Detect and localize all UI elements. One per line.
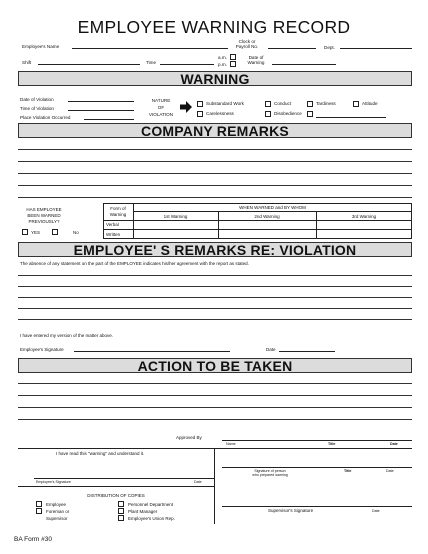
action-line[interactable] (18, 383, 412, 384)
employee-date-field[interactable] (279, 351, 335, 352)
company-remarks-heading: COMPANY REMARKS (18, 123, 412, 138)
other-checkbox[interactable] (307, 111, 313, 117)
approved-date-label: Date (390, 442, 398, 446)
supervisor-signature-label: Supervisor's Signature (268, 508, 314, 513)
time-of-violation-label: Time of Violation (20, 106, 54, 111)
no-label: No (73, 230, 79, 235)
preparer-signature-label-1: Signature of person (254, 469, 286, 473)
action-line[interactable] (18, 419, 412, 420)
clock-payroll-label-2: Payroll No. (235, 44, 259, 49)
first-warning-header: 1st Warning (163, 214, 188, 219)
place-violation-label: Place Violation Occurred (20, 115, 71, 120)
distribution-heading: DISTRIBUTION OF COPIES (87, 493, 145, 498)
employee-signature-label: Employee's Signature (20, 347, 64, 352)
employee-name-label: Employee's Name (22, 44, 60, 49)
date-of-violation-label: Date of Violation (20, 97, 54, 102)
action-line[interactable] (18, 395, 412, 396)
ack-employee-signature-label: Employee's Signature (36, 480, 71, 484)
pm-label: p.m. (218, 62, 227, 67)
substandard-work-checkbox[interactable] (197, 101, 203, 107)
copy-personnel-checkbox[interactable] (118, 501, 124, 507)
disobedience-label: Disobedience (274, 111, 302, 116)
form-of-warning-label-2: Warning (109, 212, 127, 217)
employee-remarks-notice: The absence of any statement on the part of the EMPLOYEE indicates his/her agreement with the report as stated. (20, 261, 249, 266)
ack-employee-signature-field[interactable] (34, 478, 214, 479)
copy-personnel-label: Personnel Department (128, 502, 174, 507)
employee-remarks-line[interactable] (18, 286, 412, 287)
place-violation-field[interactable] (84, 119, 134, 120)
date-of-warning-field[interactable] (272, 64, 336, 65)
shift-label: Shift (22, 60, 32, 65)
date-of-warning-label-2: Warning (247, 60, 265, 65)
third-warning-header: 3rd Warning (351, 214, 377, 219)
employee-date-label: Date (266, 347, 276, 352)
company-remarks-line[interactable] (18, 161, 412, 162)
shift-field[interactable] (38, 64, 140, 65)
has-employee-label-2: BEEN WARNED (27, 213, 61, 218)
supervisor-signature-field[interactable] (222, 506, 412, 507)
dept-label: Dept. (324, 45, 335, 50)
date-of-violation-field[interactable] (68, 101, 134, 102)
am-checkbox[interactable] (230, 54, 236, 60)
carelessness-checkbox[interactable] (197, 111, 203, 117)
conduct-checkbox[interactable] (265, 101, 271, 107)
conduct-label: Conduct (274, 101, 292, 106)
employee-name-field[interactable] (72, 48, 228, 49)
copy-plant-manager-label: Plant Manager (128, 509, 158, 514)
written-label: Written (106, 232, 121, 237)
employee-remarks-heading: EMPLOYEE' S REMARKS RE: VIOLATION (18, 242, 412, 257)
time-field[interactable] (160, 64, 214, 65)
preparer-date-label: Date (386, 469, 394, 473)
entered-version-text: I have entered my version of the matter above. (20, 333, 114, 338)
approved-by-label: Approved By (176, 435, 202, 440)
company-remarks-line[interactable] (18, 149, 412, 150)
second-warning-header: 2nd Warning (254, 214, 280, 219)
yes-label: YES (31, 230, 41, 235)
date-of-warning-label-1: Date of (248, 55, 264, 60)
has-employee-label-1: HAS EMPLOYEE (26, 207, 62, 212)
copy-plant-manager-checkbox[interactable] (118, 508, 124, 514)
attitude-checkbox[interactable] (353, 101, 359, 107)
action-heading: ACTION TO BE TAKEN (18, 358, 412, 373)
company-remarks-line[interactable] (18, 173, 412, 174)
copy-foreman-label-2: Supervisor (46, 516, 68, 521)
approved-title-label: Title (328, 442, 336, 446)
company-remarks-line[interactable] (18, 197, 412, 198)
am-label: a.m. (218, 55, 227, 60)
employee-remarks-line[interactable] (18, 297, 412, 298)
payroll-number-field[interactable] (268, 48, 316, 49)
dept-field[interactable] (340, 48, 412, 49)
employee-remarks-line[interactable] (18, 275, 412, 276)
company-remarks-line[interactable] (18, 185, 412, 186)
action-line[interactable] (18, 407, 412, 408)
form-of-warning-label-1: Form of (110, 206, 126, 211)
read-statement: I have read this "warning" and understand it. (56, 451, 145, 456)
yes-checkbox[interactable] (22, 229, 28, 235)
approved-name-label: Name (226, 442, 236, 446)
supervisor-date-label: Date (372, 509, 380, 513)
tardiness-checkbox[interactable] (307, 101, 313, 107)
copy-foreman-checkbox[interactable] (36, 508, 42, 514)
disobedience-checkbox[interactable] (265, 111, 271, 117)
when-warned-header: WHEN WARNED and BY WHOM (239, 205, 306, 210)
nature-label-3: VIOLATION (148, 112, 174, 117)
has-employee-label-3: PREVIOUSLY? (28, 219, 60, 224)
other-violation-field[interactable] (316, 117, 386, 118)
time-label: Time (146, 60, 157, 65)
approved-by-field[interactable] (222, 440, 412, 441)
page-title: EMPLOYEE WARNING RECORD (77, 17, 351, 37)
carelessness-label: Carelessness (206, 111, 234, 116)
tardiness-label: Tardiness (316, 101, 336, 106)
copy-union-rep-checkbox[interactable] (118, 515, 124, 521)
preparer-title-label: Title (344, 469, 352, 473)
pm-checkbox[interactable] (230, 61, 236, 67)
verbal-label: Verbal (106, 222, 119, 227)
time-of-violation-field[interactable] (68, 110, 134, 111)
copy-union-rep-label: Employee's Union Rep. (128, 516, 175, 521)
substandard-work-label: Substandard Work (206, 101, 244, 106)
copy-foreman-label-1: Foreman or (46, 509, 70, 514)
warning-heading: WARNING (18, 71, 412, 86)
employee-remarks-line[interactable] (18, 319, 412, 320)
form-id: BA Form #30 (14, 536, 52, 543)
attitude-label: Attitude (362, 101, 378, 106)
nature-label-2: OF (157, 105, 165, 110)
copy-employee-label: Employee (46, 502, 67, 507)
arrow-right-icon (180, 101, 192, 113)
employee-remarks-line[interactable] (18, 308, 412, 309)
preparer-signature-field[interactable] (222, 467, 412, 468)
copy-employee-checkbox[interactable] (36, 501, 42, 507)
ack-employee-date-label: Date (194, 480, 202, 484)
no-checkbox[interactable] (52, 229, 58, 235)
employee-signature-field[interactable] (74, 351, 230, 352)
preparer-signature-label-2: who prepared warning (252, 473, 288, 477)
clock-payroll-label-1: Clock or (238, 39, 256, 44)
nature-label-1: NATURE (151, 98, 171, 103)
